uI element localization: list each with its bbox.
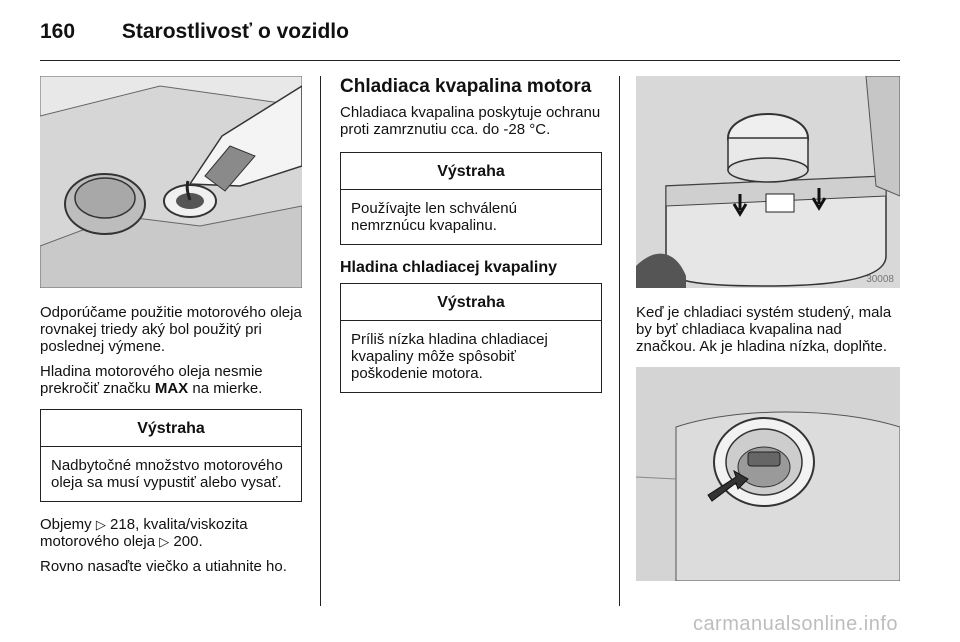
section-heading: Chladiaca kvapalina motora bbox=[340, 76, 592, 97]
coolant-reservoir-illustration bbox=[636, 76, 900, 288]
oil-class-text: Odporúčame použitie motorového oleja rovnakej triedy aký bol použitý pri poslednej výmene. bbox=[40, 304, 302, 355]
warning-body: Príliš nízka hladina chladiacej kvapaliny môže spôsobiť poškodenie motora. bbox=[351, 331, 548, 382]
warning-title: Výstraha bbox=[341, 284, 601, 321]
cap-instruction-text: Rovno nasaďte viečko a utiahnite ho. bbox=[40, 558, 287, 575]
page-ref-link[interactable]: 218 bbox=[110, 516, 136, 533]
watermark: carmanualsonline.info bbox=[692, 613, 898, 635]
page-header bbox=[40, 20, 349, 44]
page-number: 160 bbox=[40, 20, 76, 43]
capacity-text: Objemy ▷ 218, kvalita/viskozita motorového oleja ▷ 200. bbox=[40, 516, 248, 550]
warning-title: Výstraha bbox=[341, 153, 601, 190]
page-ref-icon: ▷ bbox=[159, 534, 170, 549]
column-2 bbox=[340, 76, 602, 407]
warning-title: Výstraha bbox=[41, 410, 301, 447]
image-code: 30008 bbox=[866, 274, 894, 285]
page-ref-icon: ▷ bbox=[95, 517, 106, 532]
coolant-intro-text: Chladiaca kvapalina poskytuje ochranu proti zamrznutiu cca. do -28 °C. bbox=[340, 104, 601, 138]
reservoir-neck-graphic bbox=[636, 367, 900, 581]
warning-body: Nadbytočné množstvo motorového oleja sa musí vypustiť alebo vysať. bbox=[51, 457, 283, 491]
column-divider bbox=[320, 76, 321, 606]
coolant-level-text: Keď je chladiaci systém studený, mala by byť chladiaca kvapalina nad značkou. Ak je hladina nízka, doplňte. bbox=[636, 304, 892, 355]
column-divider bbox=[619, 76, 620, 606]
subsection-heading: Hladina chladiacej kvapaliny bbox=[340, 259, 557, 276]
column-1 bbox=[40, 76, 302, 583]
warning-body: Používajte len schválenú nemrznúcu kvapalinu. bbox=[351, 200, 517, 234]
reservoir-cap-illustration bbox=[636, 367, 900, 581]
page-title: Starostlivosť o vozidlo bbox=[121, 20, 349, 43]
oil-bottle-illustration-graphic bbox=[40, 76, 302, 288]
warning-box-oil bbox=[40, 409, 302, 502]
page-ref-link[interactable]: 200 bbox=[173, 533, 199, 550]
header-rule bbox=[40, 60, 900, 61]
max-mark: MAX bbox=[154, 380, 189, 397]
column-3 bbox=[636, 76, 900, 581]
oil-filling-illustration bbox=[40, 76, 302, 288]
warning-box-coolant-type bbox=[340, 152, 602, 245]
coolant-tank-graphic bbox=[636, 76, 900, 288]
warning-box-coolant-level bbox=[340, 283, 602, 393]
oil-level-text: Hladina motorového oleja nesmie prekročiť značku MAX na mierke. bbox=[40, 363, 263, 397]
